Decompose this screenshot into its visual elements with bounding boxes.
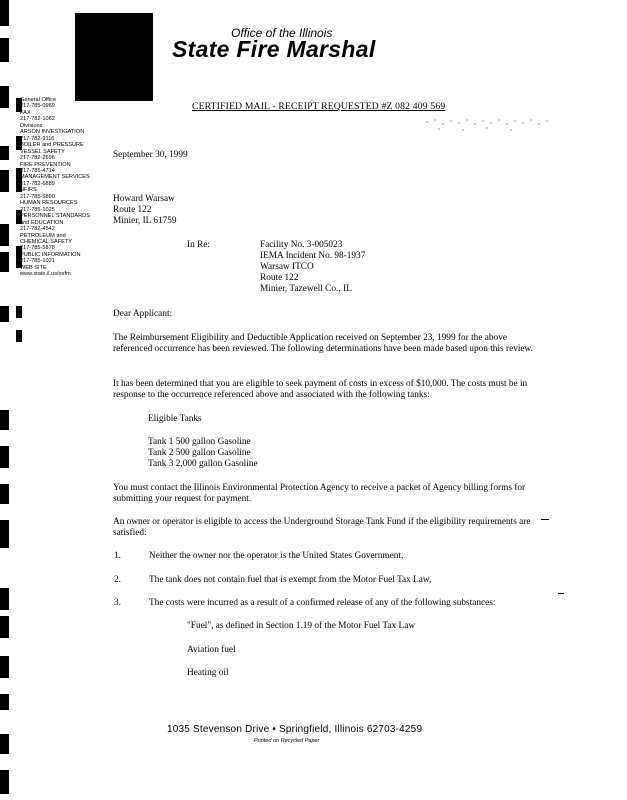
header-subtitle: Office of the Illinois <box>231 26 333 40</box>
tank-item: Tank 1 500 gallon Gasoline <box>148 437 251 447</box>
re-line: IEMA Incident No. 98-1937 <box>260 251 366 261</box>
list-item-text: The costs were incurred as a result of a confirmed release of any of the following substances: <box>149 598 496 608</box>
re-line: Minier, Tazewell Co., IL <box>260 284 352 294</box>
scan-edge-mark <box>0 656 9 678</box>
certified-mail-text: CERTIFIED MAIL - RECEIPT REQUESTED #Z 082 409 569 <box>192 101 446 112</box>
scan-edge-mark <box>0 588 9 610</box>
header-title: State Fire Marshal <box>172 36 376 62</box>
directory-line: Divisions <box>20 122 43 129</box>
scan-edge-mark <box>0 306 9 322</box>
directory-line: HUMAN RESOURCES <box>20 200 78 207</box>
re-line: Warsaw ITCO <box>260 262 314 272</box>
directory-line: 217-785-1021 <box>20 258 55 265</box>
directory-line: FIRE PREVENTION <box>20 161 71 168</box>
scan-mark <box>558 593 564 594</box>
scan-edge-mark <box>0 446 9 468</box>
directory-line: 217-785-4714 <box>20 167 55 174</box>
directory-line: 217-785-0969 <box>20 103 55 110</box>
re-line: Route 122 <box>260 273 299 283</box>
directory-line: 217-782-2696 <box>20 155 55 162</box>
list-item-text: Neither the owner nor the operator is the United States Government, <box>149 551 404 561</box>
scan-edge-mark <box>0 734 9 754</box>
paragraph-requirements: An owner or operator is eligible to access the Underground Storage Tank Fund if the eligibility requirements are satisfied: <box>113 517 531 538</box>
eligible-tanks-heading: Eligible Tanks <box>148 414 202 424</box>
scan-edge-mark <box>0 484 9 504</box>
redacted-seal <box>75 13 153 101</box>
list-number: 1. <box>114 551 121 561</box>
scan-edge-mark <box>0 252 9 272</box>
directory-line: MANAGEMENT SERVICES <box>20 174 90 181</box>
re-label: In Re: <box>187 240 210 250</box>
scan-mark <box>541 519 549 520</box>
directory-line: FAX <box>20 109 31 116</box>
directory-line: PERSONNEL STANDARDS <box>20 213 90 220</box>
re-line: Facility No. 3-005023 <box>260 240 343 250</box>
directory-line: 217-782-6889 <box>20 180 55 187</box>
directory-line: www.state.il.us/osfm <box>20 271 71 278</box>
paragraph-review: The Reimbursement Eligibility and Deductible Application received on September 23, 1999 for the above referenced occurrence has been reviewed. The following determinations have been made based upon this review. <box>113 333 533 354</box>
office-directory <box>20 97 98 278</box>
list-item-text: The tank does not contain fuel that is exempt from the Motor Fuel Tax Law, <box>149 575 432 585</box>
scan-edge-mark <box>0 146 9 160</box>
directory-line: PETROLEUM and <box>20 232 66 239</box>
directory-line: PUBLIC INFORMATION <box>20 251 81 258</box>
footer-address: 1035 Stevenson Drive • Springfield, Illinois 62703-4259 <box>167 724 423 735</box>
directory-line: BOILER and PRESSURE <box>20 142 84 149</box>
certified-mail-line <box>192 101 445 112</box>
directory-line: ARSON INVESTIGATION <box>20 129 85 136</box>
tank-list <box>148 437 258 470</box>
redaction-mark <box>16 330 22 342</box>
printed-on-recycled-paper: Printed on Recycled Paper <box>254 738 320 744</box>
addressee-line: Minier, IL 61759 <box>113 216 177 226</box>
directory-line: 217-785-5878 <box>20 245 55 252</box>
directory-line: WEB SITE <box>20 264 47 271</box>
scan-edge-mark <box>0 170 9 192</box>
directory-line: 217-782-4542 <box>20 226 55 233</box>
addressee-line: Route 122 <box>113 205 152 215</box>
directory-line: NFIRS <box>20 187 37 194</box>
addressee-line: Howard Warsaw <box>113 194 175 204</box>
tank-item: Tank 3 2,000 gallon Gasoline <box>148 459 258 469</box>
directory-line: CHEMICAL SAFETY <box>20 238 73 245</box>
scan-speckle <box>425 118 575 134</box>
directory-line: and EDUCATION <box>20 219 64 226</box>
scan-edge-mark <box>0 224 9 246</box>
redaction-mark <box>16 306 22 318</box>
substance-item: Heating oil <box>187 668 229 678</box>
scan-edge-mark <box>0 694 9 710</box>
directory-line: 217-782-1062 <box>20 116 55 123</box>
re-block <box>260 240 365 295</box>
substance-item: Aviation fuel <box>187 645 236 655</box>
scan-edge-mark <box>0 616 9 638</box>
paragraph-contact-iepa: You must contact the Illinois Environmental Protection Agency to receive a packet of Agency billing forms for submitting your request for payment. <box>113 483 526 504</box>
scan-edge-mark <box>0 410 9 430</box>
substance-item: "Fuel", as defined in Section 1.19 of the Motor Fuel Tax Law <box>187 621 416 631</box>
list-number: 3. <box>114 598 121 608</box>
tank-item: Tank 2 500 gallon Gasoline <box>148 448 251 458</box>
scan-edge-mark <box>0 770 9 794</box>
list-number: 2. <box>114 575 121 585</box>
scan-edge-mark <box>0 86 9 108</box>
scan-edge-mark <box>0 520 9 548</box>
letter-date: September 30, 1999 <box>113 150 188 160</box>
directory-line: 217-785-1025 <box>20 206 55 213</box>
directory-line: 217-782-9116 <box>20 135 55 142</box>
salutation: Dear Applicant: <box>113 309 173 319</box>
scan-edge-mark <box>0 38 9 62</box>
directory-line: VESSEL SAFETY <box>20 148 65 155</box>
directory-line: 217-785-5890 <box>20 193 55 200</box>
scan-edge-mark <box>0 0 9 26</box>
addressee-block <box>113 194 177 227</box>
paragraph-eligibility: It has been determined that you are eligible to seek payment of costs in excess of $10,000. The costs must be in response to the occurrence referenced above and associated with the following tanks: <box>113 379 528 400</box>
directory-line: General Office <box>20 97 56 103</box>
